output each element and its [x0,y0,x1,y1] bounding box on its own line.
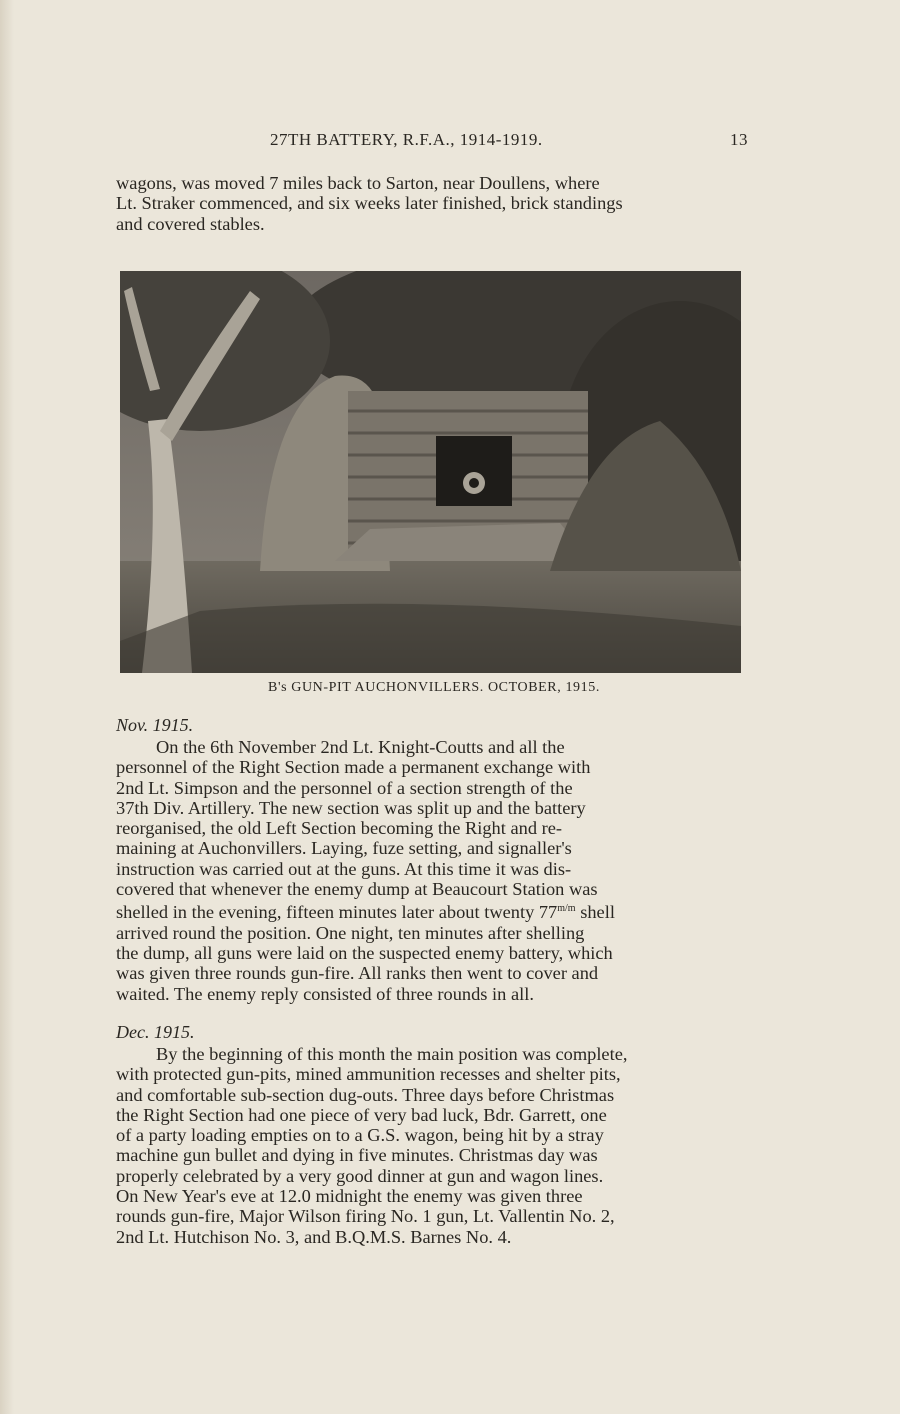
text-line: and comfortable sub-section dug-outs. Three days before Christmas [116,1084,615,1105]
text-line: instruction was carried out at the guns. At this time it was dis- [116,858,572,879]
photograph-illustration [120,271,741,673]
gun-pit-photograph [120,271,741,673]
text-line-with-unit [116,899,752,922]
text-line: properly celebrated by a very good dinner at gun and wagon lines. [116,1165,604,1186]
unit-superscript: m/m [557,903,576,915]
text-line: 2nd Lt. Hutchison No. 3, and B.Q.M.S. Barnes No. 4. [116,1226,512,1247]
text-line: of a party loading empties on to a G.S. wagon, being hit by a stray [116,1125,604,1146]
text-line: arrived round the position. One night, ten minutes after shelling [116,922,585,943]
text-segment: shelled in the evening, fifteen minutes later about twenty 77 [116,902,558,923]
text-line: covered that whenever the enemy dump at Beaucourt Station was [116,879,598,900]
text-line: On the 6th November 2nd Lt. Knight-Coutts and all the [156,737,565,757]
intro-paragraph [116,173,752,234]
text-line: On New Year's eve at 12.0 midnight the enemy was given three [116,1186,583,1207]
text-line: waited. The enemy reply consisted of three rounds in all. [116,983,534,1004]
text-line: reorganised, the old Left Section becoming the Right and re- [116,818,563,839]
text-line: machine gun bullet and dying in five minutes. Christmas day was [116,1145,598,1166]
text-line: with protected gun-pits, mined ammunition recesses and shelter pits, [116,1064,621,1085]
text-line: 37th Div. Artillery. The new section was split up and the battery [116,797,586,818]
text-line: 2nd Lt. Simpson and the personnel of a section strength of the [116,777,573,798]
page-number: 13 [730,130,748,149]
text-line: Lt. Straker commenced, and six weeks later finished, brick standings [116,193,623,214]
page-edge-shadow [0,0,14,1414]
december-paragraph [116,1044,752,1247]
text-line: rounds gun-fire, Major Wilson firing No. 1 gun, Lt. Vallentin No. 2, [116,1206,615,1227]
november-paragraph [116,737,752,1004]
dateline-november: Nov. 1915. [116,715,194,735]
text-line: was given three rounds gun-fire. All ranks then went to cover and [116,963,599,984]
running-title: 27TH BATTERY, R.F.A., 1914-1919. [270,130,543,149]
text-line: By the beginning of this month the main position was complete, [156,1044,628,1064]
text-segment: shell [575,902,615,923]
text-line: personnel of the Right Section made a permanent exchange with [116,757,591,778]
text-line: and covered stables. [116,213,265,234]
dateline-december: Dec. 1915. [116,1022,195,1042]
text-line: the Right Section had one piece of very bad luck, Bdr. Garrett, one [116,1104,607,1125]
text-line: maining at Auchonvillers. Laying, fuze setting, and signaller's [116,838,572,859]
text-line: the dump, all guns were laid on the suspected enemy battery, which [116,943,613,964]
figure-caption: B's GUN-PIT AUCHONVILLERS. OCTOBER, 1915. [268,680,600,695]
text-line: wagons, was moved 7 miles back to Sarton, near Doullens, where [116,173,600,193]
running-header [116,130,752,158]
